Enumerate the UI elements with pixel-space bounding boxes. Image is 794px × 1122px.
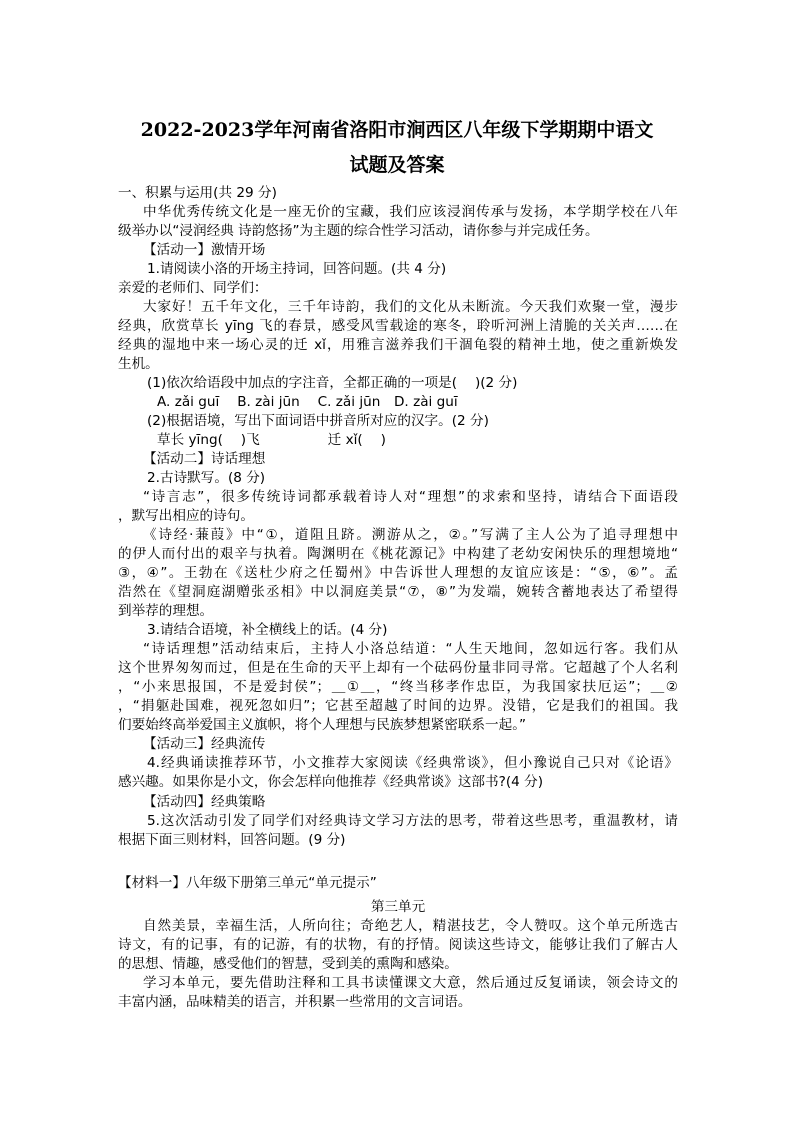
section-heading: 一、积累与运用(共 29 分) — [118, 185, 277, 201]
paragraph-line: 的伊人而付出的艰辛与执着。陶渊明在《桃花源记》中构建了老幼安闲快乐的理想境地“ — [118, 546, 678, 563]
paragraph-line: 级举办以“浸润经典 诗韵悠扬”为主题的综合性学习活动，请你参与并完成任务。 — [118, 223, 599, 240]
paragraph-line: 诗文，有的记事，有的记游，有的状物，有的抒情。阅读这些诗文，能够让我们了解古人 — [118, 937, 678, 954]
activity-heading: 【活动一】激情开场 — [143, 242, 266, 259]
paragraph-line: 《诗经·蒹葭》中“①，道阻且跻。溯游从之，②。”写满了主人公为了追寻理想中 — [143, 527, 678, 544]
paragraph-line: ，“小来思报国，不是爱封侯”；＿①＿，“终当移孝作忠臣，为我国家扶厄运”；＿② — [118, 679, 678, 696]
paragraph-line: ③，④”。王勃在《送杜少府之任蜀州》中告诉世人理想的友谊应该是：“⑤，⑥”。孟 — [118, 565, 678, 582]
section-one — [118, 184, 678, 850]
answer-options: A. zǎi guī B. zài jūn C. zǎi jūn D. zài guī — [157, 394, 458, 411]
activity-heading: 【活动四】经典策略 — [143, 793, 266, 810]
paragraph-line: 的思想、情趣，感受他们的智慧，受到美的熏陶和感染。 — [118, 956, 458, 973]
sub-question: (2)根据语境，写出下面词语中拼音所对应的汉字。(2 分) — [147, 413, 489, 430]
activity-heading: 【活动二】诗话理想 — [143, 451, 266, 468]
sub-question: (1)依次给语段中加点的字注音，全都正确的一项是( )(2 分) — [147, 375, 518, 392]
activity-heading: 【活动三】经典流传 — [143, 736, 266, 753]
paragraph-line: 们要始终高举爱国主义旗帜，将个人理想与民族梦想紧密联系一起。” — [118, 717, 527, 734]
paragraph-line: 中华优秀传统文化是一座无价的宝藏，我们应该浸润传承与发扬，本学期学校在八年 — [143, 204, 678, 221]
material-heading: 【材料一】八年级下册第三单元“单元提示” — [118, 875, 377, 891]
paragraph-line: “诗言志”，很多传统诗词都承载着诗人对“理想”的求索和坚持，请结合下面语段 — [143, 489, 678, 506]
material-subtitle: 第三单元 — [370, 899, 426, 916]
document-title-line2: 试题及答案 — [349, 154, 445, 176]
paragraph-line: 亲爱的老师们、同学们： — [118, 280, 268, 297]
paragraph-line: 感兴趣。如果你是小文，你会怎样向他推荐《经典常谈》这部书?(4 分) — [118, 774, 544, 791]
question-4: 4.经典诵读推荐环节，小文推荐大家阅读《经典常谈》，但小豫说自己只对《论语》 — [147, 755, 678, 772]
paragraph-line: 经典，欣赏草长 yīng 飞的春景，感受风雪载途的寒冬，聆听河洲上清脆的关关声……在 — [118, 318, 678, 335]
paragraph-line: 大家好！五千年文化，三千年诗韵，我们的文化从未断流。今天我们欢聚一堂，漫步 — [143, 299, 678, 316]
paragraph-line: ，“捐躯赴国难，视死忽如归”；它甚至超越了时间的边界。没错，它是我们的祖国。我 — [118, 698, 678, 715]
paragraph-line: 自然美景，幸福生活，人所向往；奇绝艺人，精湛技艺，令人赞叹。这个单元所选古 — [143, 918, 678, 935]
paragraph-line: 这个世界匆匆而过，但是在生命的天平上却有一个砝码份量非同寻常。它超越了个人名利 — [118, 660, 678, 677]
material-one — [118, 873, 678, 1011]
question-3: 3.请结合语境，补全横线上的话。(4 分) — [147, 622, 388, 639]
paragraph-line: 到举荐的理想。 — [118, 603, 214, 620]
paragraph-line: 生机。 — [118, 356, 159, 373]
document-title-line1: 2022-2023学年河南省洛阳市涧西区八年级下学期期中语文 — [140, 119, 654, 141]
paragraph-line: 根据下面三则材料，回答问题。(9 分) — [118, 831, 346, 848]
paragraph-line: ，默写出相应的诗句。 — [118, 508, 254, 525]
paragraph-line: 浩然在《望洞庭湖赠张丞相》中以洞庭美景“⑦，⑧”为发端，婉转含蓄地表达了希望得 — [118, 584, 678, 601]
question-2: 2.古诗默写。(8 分) — [147, 470, 266, 487]
question-1: 1.请阅读小洛的开场主持词，回答问题。(共 4 分) — [147, 261, 447, 278]
paragraph-line: 学习本单元，要先借助注释和工具书读懂课文大意，然后通过反复诵读，领会诗文的 — [143, 975, 678, 992]
paragraph-line: 经典的湿地中来一场心灵的迁 xǐ，用雅言滋养我们干涸龟裂的精神土地，使之重新焕发 — [118, 337, 678, 354]
paragraph-line: 丰富内涵，品味精美的语言，并积累一些常用的文言词语。 — [118, 994, 472, 1011]
fill-blanks: 草长 yīng( )飞 迁 xǐ( ) — [157, 432, 386, 449]
question-5: 5.这次活动引发了同学们对经典诗文学习方法的思考，带着这些思考，重温教材，请 — [147, 812, 678, 829]
paragraph-line: “诗话理想”活动结束后，主持人小洛总结道：“人生天地间，忽如远行客。我们从 — [143, 641, 678, 658]
